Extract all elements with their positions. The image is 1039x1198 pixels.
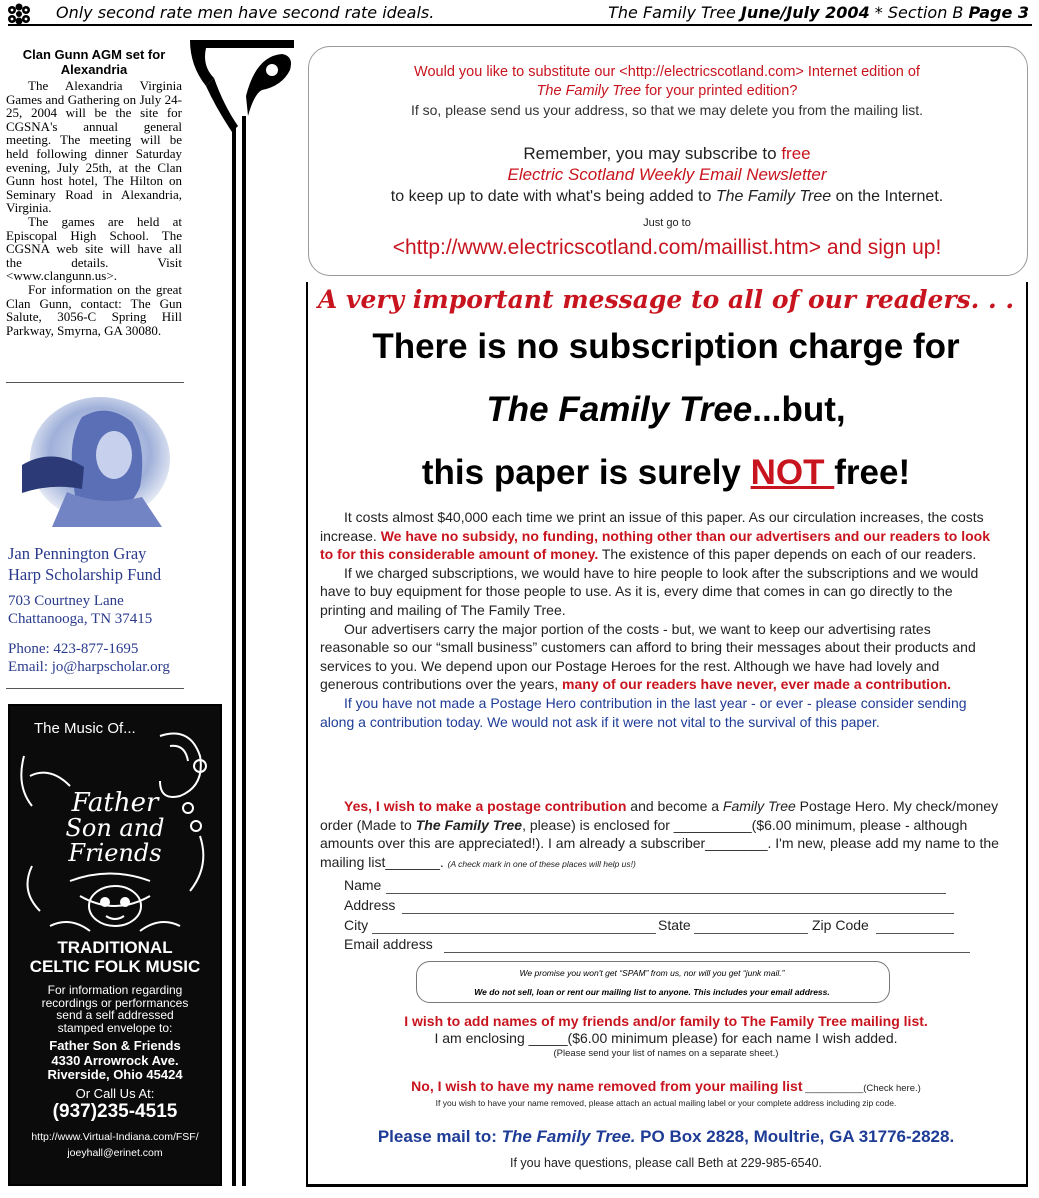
issue-date: June/July 2004 [740, 3, 870, 22]
article-paragraph: For information on the great Clan Gunn, contact: The Gun Salute, 3056-C Spring Hill Parkway, Smyrna, GA 30080. [6, 281, 182, 338]
clan-gunn-headline: Clan Gunn AGM set for Alexandria [22, 47, 166, 77]
page-header [0, 0, 1039, 26]
city-field-line[interactable] [372, 933, 656, 934]
ad-address: Father Son & Friends 4330 Arrowrock Ave. Riverside, Ohio 45424 [47, 1038, 183, 1082]
questions-contact: If you have questions, please call Beth at 229-985-6540. [509, 1156, 823, 1170]
body-paragraph-appeal: If you have not made a Postage Hero contribution in the last year - or ever - please consider sending along a contribution today. We would not ask if it were not vital to the survival of this paper. [320, 694, 967, 730]
article-paragraph: The Alexandria Virginia Games and Gathering on July 24-25, 2004 will be the site for CGSNA's annual general meeting. The meeting will be held following dinner Saturday evening, July 25th, at the Clan Gunn host hotel, The Hilton on Seminary Road in Alexandria, Virginia. [6, 78, 182, 216]
publication-name: The Family Tree [608, 3, 736, 22]
delete-address-note: If so, please send us your address, so that we may delete you from the mailing list. [410, 102, 924, 118]
internet-edition-question: Would you like to substitute our <http://electricscotland.com> Internet edition of The Family Tree for your printed edition? [414, 64, 920, 99]
add-friends-body: I am enclosing _____($6.00 minimum please) for each name I wish added. [434, 1030, 898, 1046]
ad-phone: (937)235-4515 [52, 1101, 178, 1122]
no-charge-headline: There is no subscription charge for [372, 327, 960, 366]
ad-call-us: Or Call Us At: [75, 1086, 155, 1101]
remove-name-note: If you wish to have your name removed, please attach an actual mailing label or your complete address including zip code. [435, 1098, 897, 1108]
page-motto: Only second rate men have second rate ideals. [56, 3, 435, 22]
section-label: * Section B [874, 3, 964, 22]
body-paragraph: Our advertisers carry the major portion of the costs - but, we want to keep our advertising rates reasonable so our “small business” customers can afford to bring their messages about their products and services to you. We depend upon our Postage Heroes for the rest. Although we have had lovely and generous contributions over the years, many of our readers have never, ever made a contribution. [320, 620, 976, 693]
no-sell-note: We do not sell, loan or rent our mailing list to anyone. This includes your email address. [474, 987, 830, 997]
state-field-line[interactable] [694, 933, 808, 934]
harp-fund-address: 703 Courtney Lane Chattanooga, TN 37415 [8, 593, 153, 627]
newsletter-purpose: to keep up to date with what's being added to The Family Tree on the Internet. [390, 188, 944, 205]
mail-to-address: Please mail to: The Family Tree. PO Box 2828, Moultrie, GA 31776-2828. [377, 1127, 955, 1146]
ad-music-of: The Music Of... [34, 720, 136, 737]
band-name-line-3: Friends [68, 839, 162, 867]
remove-name-line: No, I wish to have my name removed from your mailing list ___________(Check here.) [411, 1078, 921, 1094]
add-friends-title: I wish to add names of my friends and/or family to The Family Tree mailing list. [404, 1013, 928, 1029]
address-field-line[interactable] [402, 913, 954, 914]
bottom-rule [306, 1186, 1028, 1187]
newsletter-promo: Remember, you may subscribe to free Electric Scotland Weekly Email Newsletter [507, 144, 827, 184]
flower-ornament-icon [6, 3, 32, 25]
header-rule [8, 24, 1032, 26]
family-tree-headline: The Family Tree...but, [486, 390, 846, 429]
body-paragraph: If we charged subscriptions, we would have to hire people to look after the subscriptions and we would have to buy equipment for those people to use. As it is, every dime that comes in can go directly to the printing and mailing of The Family Tree. [320, 564, 979, 618]
band-name-line-2: Son and [65, 814, 165, 842]
important-message-headline: A very important message to all of our readers. . . [317, 285, 1015, 314]
clan-gunn-article [6, 79, 182, 337]
issue-info [608, 3, 1029, 22]
ad-email-link[interactable]: joeyhall@erinet.com [67, 1147, 163, 1159]
name-field-line[interactable] [386, 893, 946, 894]
email-field[interactable]: Email address [344, 936, 433, 952]
column-divider [6, 688, 184, 689]
column-divider [6, 382, 184, 383]
email-field-line[interactable] [444, 952, 970, 953]
message-body [320, 508, 1000, 731]
band-name-line-1: Father [71, 788, 159, 818]
address-field[interactable]: Address [344, 897, 396, 913]
body-paragraph: It costs almost $40,000 each time we print an issue of this paper. As our circulation increases, the costs increase. We have no subsidy, no funding, nothing other than our advertisers and our readers to look to for this considerable amount of money. The existence of this paper depends on each of our readers. [320, 509, 991, 563]
harp-fund-contact: Phone: 423-877-1695 Email: jo@harpscholar.org [8, 641, 170, 675]
not-free-headline: this paper is surely NOT free! [421, 453, 911, 492]
page-number: Page 3 [968, 3, 1029, 22]
zip-code-field[interactable]: Zip Code [812, 917, 869, 933]
city-field[interactable]: City [344, 917, 369, 933]
maillist-signup-link[interactable]: <http://www.electricscotland.com/maillist.htm> and sign up! [392, 236, 942, 259]
article-paragraph: The games are held at Episcopal High School. The CGSNA web site will have all the details. Visit <www.clangunn.us>. [6, 213, 182, 284]
ad-info-text: For information regarding recordings or performances send a self addressed stamped envelope to: [41, 983, 189, 1035]
harp-fund-title: Jan Pennington Gray Harp Scholarship Fund [8, 544, 162, 584]
ad-url-link[interactable]: http://www.Virtual-Indiana.com/FSF/ [31, 1131, 199, 1143]
zip-field-line[interactable] [876, 933, 954, 934]
harpist-photo [22, 397, 172, 527]
contribution-form-text: Yes, I wish to make a postage contribution and become a Family Tree Postage Hero. My check/money order (Made to The Family Tree, please) is enclosed for __________($6.00 minimum, please - although amounts over this are appreciated!). I am already a subscriber________. I'm new, please add my name to the mailing list_______. (A check mark in one of these places will help us!) [320, 798, 999, 870]
celtic-column-ornament [186, 36, 296, 1196]
add-friends-note: (Please send your list of names on a separate sheet.) [553, 1048, 779, 1059]
no-spam-note: We promise you won't get “SPAM” from us, nor will you get “junk mail.” [519, 968, 785, 978]
name-field[interactable]: Name [344, 877, 382, 893]
just-go-to: Just go to [643, 217, 691, 229]
ad-heading: TRADITIONAL CELTIC FOLK MUSIC [29, 938, 201, 976]
state-field[interactable]: State [658, 917, 691, 933]
